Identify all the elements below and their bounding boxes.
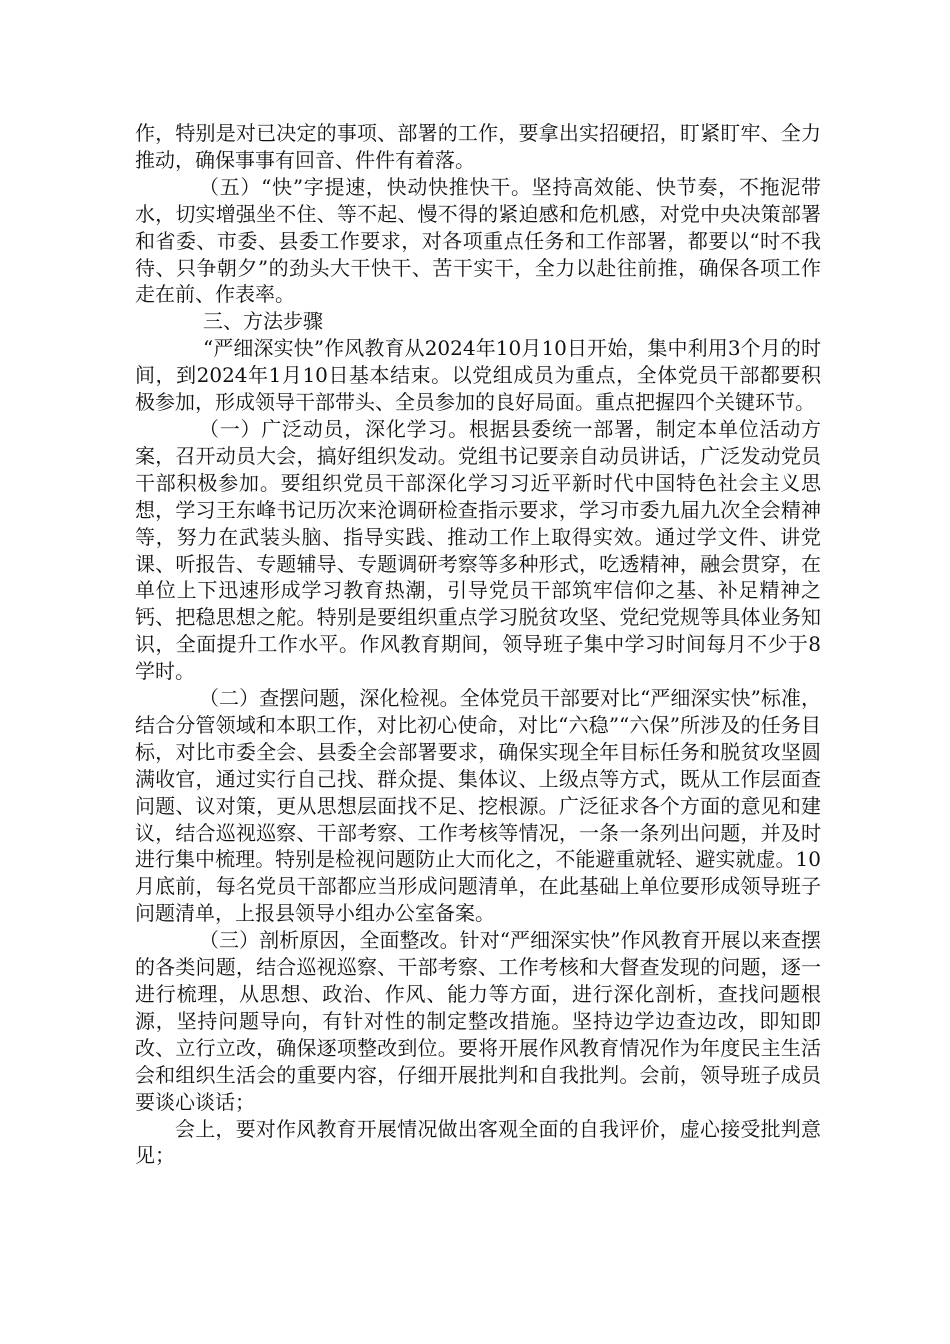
paragraph-five-speed: （五）“快”字提速，快动快推快干。坚持高效能、快节奏，不拖泥带水，切实增强坐不住、等不起、慢不得的紧迫感和危机感，对党中央决策部署和省委、市委、县委工作要求，对各项重点任务和工作部署，都要以“时不我待、只争朝夕”的劲头大干快干、苦干实干，全力以赴往前推，确保各项工作走在前、作表率。 — [135, 174, 821, 307]
paragraph-continuation: 作，特别是对已决定的事项、部署的工作，要拿出实招硬招，盯紧盯牢、全力推动，确保事事有回音、件件有着落。 — [135, 121, 821, 172]
paragraph-step-two: （二）查摆问题，深化检视。全体党员干部要对比“严细深实快”标准，结合分管领域和本职工作，对比初心使命，对比“六稳”“六保”所涉及的任务目标，对比市委全会、县委全会部署要求，确保实现全年目标任务和脱贫攻坚圆满收官，通过实行自己找、群众提、集体议、上级点等方式，既从工作层面查问题、议对策，更从思想层面找不足、挖根源。广泛征求各个方面的意见和建议，结合巡视巡察、干部考察、工作考核等情况，一条一条列出问题，并及时进行集中梳理。特别是检视问题防止大而化之，不能避重就轻、避实就虚。10月底前，每名党员干部都应当形成问题清单，在此基础上单位要形成领导班子问题清单，上报县领导小组办公室备案。 — [135, 686, 821, 926]
paragraph-meeting: 会上，要对作风教育开展情况做出客观全面的自我评价，虚心接受批判意见； — [135, 1116, 821, 1168]
paragraph-method-intro: “严细深实快”作风教育从2024年10月10日开始，集中利用3个月的时间，到2024年1月10日基本结束。以党组成员为重点，全体党员干部都要积极参加，形成领导干部带头、全员参加的良好局面。重点把握四个关键环节。 — [135, 336, 821, 415]
paragraph-step-three: （三）剖析原因，全面整改。针对“严细深实快”作风教育开展以来查摆的各类问题，结合巡视巡察、干部考察、工作考核和大督查发现的问题，逐一进行梳理，从思想、政治、作风、能力等方面，进行深化剖析，查找问题根源，坚持问题导向，有针对性的制定整改措施。坚持边学边查边改，即知即改、立行立改，确保逐项整改到位。要将开展作风教育情况作为年度民主生活会和组织生活会的重要内容，仔细开展批判和自我批判。会前，领导班子成员要谈心谈话； — [135, 928, 821, 1114]
paragraph-step-one: （一）广泛动员，深化学习。根据县委统一部署，制定本单位活动方案，召开动员大会，搞好组织发动。党组书记要亲自动员讲话，广泛发动党员干部积极参加。要组织党员干部深化学习习近平新时代中国特色社会主义思想，学习王东峰书记历次来沧调研检查指示要求，学习市委九届九次全会精神等，努力在武装头脑、指导实践、推动工作上取得实效。通过学文件、讲党课、听报告、专题辅导、专题调研考察等多种形式，吃透精神，融会贯穿，在单位上下迅速形成学习教育热潮，引导党员干部筑牢信仰之基、补足精神之钙、把稳思想之舵。特别是要组织重点学习脱贫攻坚、党纪党规等具体业务知识，全面提升工作水平。作风教育期间，领导班子集中学习时间每月不少于8学时。 — [135, 416, 821, 684]
section-heading-method-steps: 三、方法步骤 — [203, 309, 323, 334]
document-body — [135, 120, 821, 1169]
